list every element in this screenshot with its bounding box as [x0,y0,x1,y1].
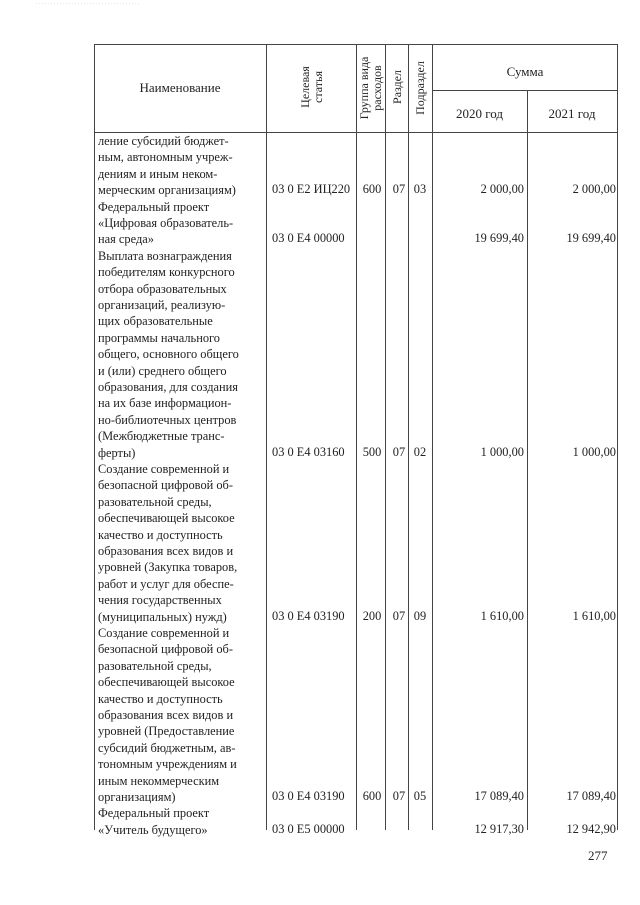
row-section: 07 [392,182,406,197]
row-name-line: субсидий бюджетным, ав- [98,740,236,755]
row-sum-2021: 19 699,40 [566,231,616,246]
row-name-line: разовательной среды, [98,494,212,509]
table-border-top [94,44,618,45]
row-name-line: победителям конкурсного [98,265,235,280]
header-section: Раздел [390,70,404,104]
row-group: 500 [362,444,382,459]
row-sum-2020: 19 699,40 [474,231,524,246]
row-name-line: Федеральный проект [98,199,210,214]
row-section: 07 [392,444,406,459]
row-name-line: Создание современной и [98,626,230,640]
row-sum-2020: 12 917,30 [474,821,524,836]
row-sum-2021: 17 089,40 [566,789,616,803]
row-target-code: 03 0 Е2 ИЦ220 [272,182,351,197]
row-name [98,199,262,248]
row-name-line: на их базе информацион- [98,396,232,411]
scan-artifact-line: . . . . . . . . . . . . . . . . . . . . . . . . . . . . . . . . . . . [36,0,140,6]
row-name-line: уровней (Закупка товаров, [98,560,238,575]
row-target-code: 03 0 Е4 03190 [272,789,345,803]
table-border-left [94,44,95,830]
row-subsection: 02 [413,444,427,459]
row-sum-2021: 1 610,00 [572,608,616,623]
row-target-code: 03 0 Е5 00000 [272,821,345,836]
row-sum-2020: 1 610,00 [480,608,524,623]
row-sum-2021: 2 000,00 [572,182,616,197]
row-name-line: ная среда» [98,232,154,247]
row-name-line: отбора образовательных [98,281,227,296]
row-name-line: «Учитель будущего» [98,822,208,837]
row-name-line: обеспечивающей высокое [98,675,235,690]
row-section: 07 [392,608,406,623]
column-rule [527,90,528,830]
row-name-line: тономным учреждениям и [98,757,237,772]
row-target-code: 03 0 Е4 03160 [272,444,345,459]
row-name-line: обеспечивающей высокое [98,511,235,526]
row-name-line: ление субсидий бюджет- [98,134,229,148]
row-sum-2021: 12 942,90 [566,821,616,836]
row-name-line: программы начального [98,330,221,345]
budget-table [94,44,618,837]
row-target-code: 03 0 Е4 00000 [272,231,345,246]
row-group: 600 [362,789,382,803]
row-name-line: образования всех видов и [98,708,234,723]
row-name [98,133,262,199]
row-subsection: 05 [413,789,427,803]
row-sum-2020: 17 089,40 [474,789,524,803]
row-name-line: образования, для создания [98,380,238,395]
row-section: 07 [392,789,406,803]
row-name-line: качество и доступность [98,527,223,542]
row-name-line: мерческим организациям) [98,183,236,198]
row-name-line: уровней (Предоставление [98,724,235,739]
row-name-line: и (или) среднего общего [98,363,227,378]
row-name-line: разовательной среды, [98,658,212,673]
row-group: 600 [362,182,382,197]
row-name-line: безопасной цифровой об- [98,478,233,493]
row-name-line: (Межбюджетные транс- [98,429,225,444]
row-subsection: 09 [413,608,427,623]
header-group: Группа вида расходов [357,56,384,120]
row-name-line: Выплата вознаграждения [98,248,232,263]
header-sum: Сумма [506,64,544,79]
row-name [98,625,262,805]
row-group: 200 [362,608,382,623]
row-name-line: дениям и иным неком- [98,166,218,181]
header-year-2021: 2021 год [548,106,596,121]
row-name [98,461,262,625]
row-name-line: Федеральный проект [98,806,210,821]
row-name-line: образования всех видов и [98,544,234,559]
header-subsection: Подраздел [413,61,427,115]
column-rule [432,44,433,830]
row-name-line: Создание современной и [98,462,230,476]
row-name-line: ферты) [98,445,136,460]
row-sum-2020: 1 000,00 [480,444,524,459]
header-year-2020: 2020 год [456,106,503,121]
column-rule [266,44,267,830]
row-name-line: чения государственных [98,593,222,608]
row-name-line: работ и услуг для обеспе- [98,576,234,591]
row-sum-2020: 2 000,00 [480,182,524,197]
row-name-line: но-библиотечных центров [98,412,237,427]
header-target: Целевая статья [298,66,325,108]
row-name-line: безопасной цифровой об- [98,642,233,657]
row-target-code: 03 0 Е4 03190 [272,608,345,623]
row-name-line: организациям) [98,790,176,805]
row-name-line: «Цифровая образователь- [98,216,234,230]
column-rule [356,44,357,830]
column-rule [385,44,386,830]
row-name-line: качество и доступность [98,691,223,706]
row-name-line: ным, автономным учреж- [98,150,233,165]
sum-header-rule [432,90,618,91]
row-sum-2021: 1 000,00 [572,444,616,459]
row-name-line: организаций, реализую- [98,298,226,313]
row-subsection: 03 [413,182,427,197]
table-border-right [617,44,618,830]
row-name [98,805,262,838]
row-name [98,248,262,461]
header-name: Наименование [139,80,221,95]
row-name-line: (муниципальных) нужд) [98,609,227,624]
row-name-line: общего, основного общего [98,347,239,362]
row-name-line: иным некоммерческим [98,773,220,788]
row-name-line: щих образовательные [98,314,213,329]
column-rule [408,44,409,830]
page-number: 277 [588,848,608,863]
